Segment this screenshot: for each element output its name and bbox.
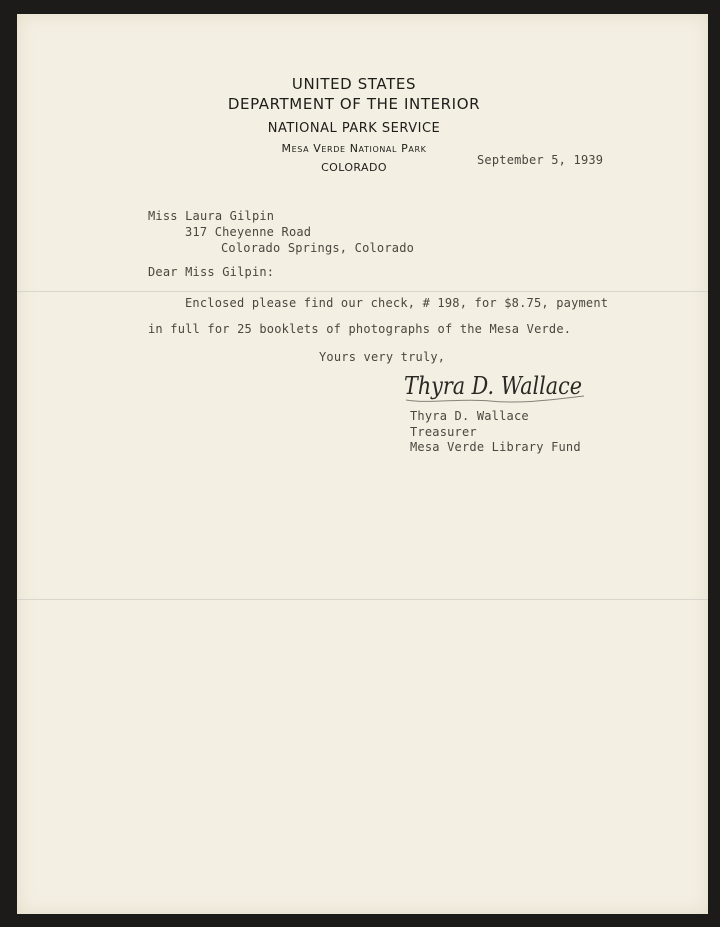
letterhead-country: UNITED STATES xyxy=(291,75,417,93)
letterhead-service: NATIONAL PARK SERVICE xyxy=(267,121,441,136)
body-line-1: Enclosed please find our check, # 198, for $8.75, payment xyxy=(185,296,609,310)
closing: Yours very truly, xyxy=(319,350,446,364)
recipient-street: 317 Cheyenne Road xyxy=(185,225,312,239)
salutation: Dear Miss Gilpin: xyxy=(148,265,275,279)
letterhead-park: Mesa Verde National Park xyxy=(281,142,427,155)
letterhead-department: DEPARTMENT OF THE INTERIOR xyxy=(227,95,481,113)
body-line-2: in full for 25 booklets of photographs of the Mesa Verde. xyxy=(148,322,572,336)
fold-line xyxy=(17,598,708,600)
recipient-name: Miss Laura Gilpin xyxy=(148,209,275,223)
recipient-city: Colorado Springs, Colorado xyxy=(221,241,415,255)
signer-name: Thyra D. Wallace xyxy=(410,409,529,423)
signer-title: Treasurer xyxy=(410,425,477,439)
letterhead-state: COLORADO xyxy=(321,161,387,174)
svg-text:Thyra D. Wallace: Thyra D. Wallace xyxy=(404,372,582,400)
signer-organization: Mesa Verde Library Fund xyxy=(410,440,581,454)
letter-date: September 5, 1939 xyxy=(477,153,604,167)
fold-line xyxy=(17,290,708,292)
letter-page xyxy=(17,14,708,914)
